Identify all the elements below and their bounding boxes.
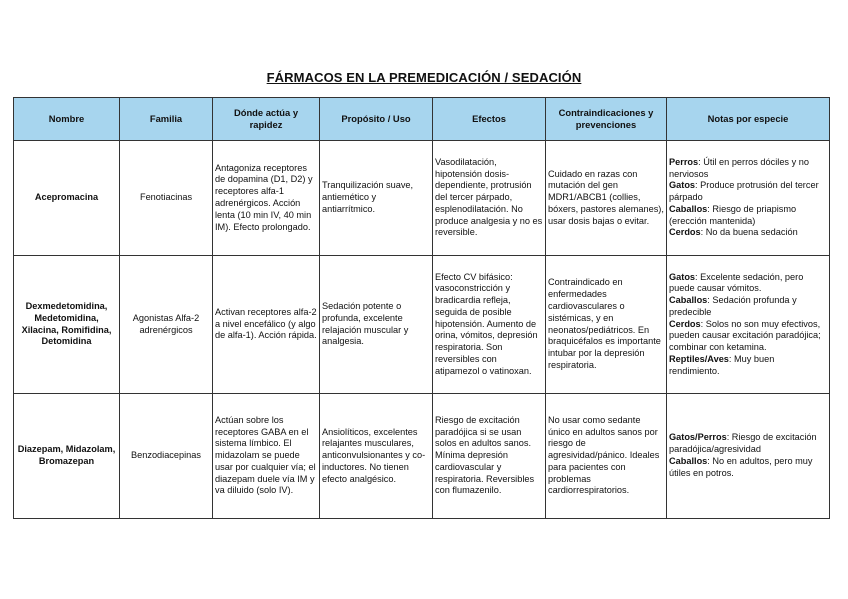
drug-purpose: Ansiolíticos, excelentes relajantes musculares, anticonvulsionantes y co-inductores. No tienen efecto analgésico. <box>320 394 433 519</box>
species-text: : Útil en perros dóciles y no nerviosos <box>669 156 809 179</box>
table-row <box>14 256 830 394</box>
species-text: : Muy buen rendimiento. <box>669 353 775 376</box>
species-label: Cerdos <box>669 227 701 238</box>
species-text: : No da buena sedación <box>700 227 798 238</box>
species-note <box>669 295 827 319</box>
species-note <box>669 456 827 480</box>
drug-name: Acepromacina <box>14 141 120 256</box>
species-notes <box>667 141 830 256</box>
species-label: Cerdos <box>669 318 701 329</box>
header-contraindications: Contraindicaciones y prevenciones <box>546 98 667 141</box>
species-note <box>669 354 827 378</box>
species-label: Gatos/Perros <box>669 432 727 443</box>
header-action: Dónde actúa y rapidez <box>213 98 320 141</box>
drug-contraindications: No usar como sedante único en adultos sanos por riesgo de agresividad/pánico. Ideales para pacientes con problemas cardiorrespiratorios. <box>546 394 667 519</box>
species-text: : Solos no son muy efectivos, pueden causar excitación paradójica; combinar con ketamina. <box>669 318 821 353</box>
header-name: Nombre <box>14 98 120 141</box>
drug-action: Activan receptores alfa-2 a nivel encefálico (y algo de alfa-1). Acción rápida. <box>213 256 320 394</box>
species-label: Caballos <box>669 456 708 466</box>
drug-table <box>13 97 830 519</box>
drug-name: Dexmedetomidina, Medetomidina, Xilacina, Romifidina, Detomidina <box>14 256 120 394</box>
species-label: Perros <box>669 156 699 167</box>
species-note <box>669 227 827 239</box>
species-text: : Riesgo de excitación paradójica/agresividad <box>669 432 817 455</box>
species-text: : No en adultos, pero muy útiles en potros. <box>669 456 813 478</box>
species-notes <box>667 256 830 394</box>
drug-action: Antagoniza receptores de dopamina (D1, D2) y receptores alfa-1 adrenérgicos. Acción lenta (10 min IV, 40 min IM). Efecto prolongado. <box>213 141 320 256</box>
drug-effects: Vasodilatación, hipotensión dosis-dependiente, protrusión del tercer párpado, esplenodilatación. No produce analgesia y no es reversible. <box>433 141 546 256</box>
species-label: Gatos <box>669 180 696 191</box>
species-note <box>669 272 827 296</box>
drug-family: Benzodiacepinas <box>120 394 213 519</box>
drug-purpose: Tranquilización suave, antiemético y antiarrítmico. <box>320 141 433 256</box>
species-text: : Sedación profunda y predecible <box>669 295 797 317</box>
drug-purpose: Sedación potente o profunda, excelente relajación muscular y analgesia. <box>320 256 433 394</box>
species-note <box>669 157 827 181</box>
drug-name: Diazepam, Midazolam, Bromazepan <box>14 394 120 519</box>
species-label: Gatos <box>669 271 696 282</box>
drug-family: Fenotiacinas <box>120 141 213 256</box>
table-row <box>14 141 830 256</box>
header-purpose: Propósito / Uso <box>320 98 433 141</box>
species-text: : Riesgo de priapismo (erección mantenida) <box>669 203 797 226</box>
species-text: : Excelente sedación, pero puede causar vómitos. <box>669 271 804 294</box>
drug-effects: Efecto CV bifásico: vasoconstricción y bradicardia refleja, seguida de posible hipotensión. Aumento de orina, vómitos, depresión respiratoria. Son reversibles con atipamezol o vatinoxan. <box>433 256 546 394</box>
drug-action: Actúan sobre los receptores GABA en el sistema límbico. El midazolam se puede usar por cualquier vía; el diazepam duele vía IM y va diluido (solo IV). <box>213 394 320 519</box>
header-family: Familia <box>120 98 213 141</box>
species-text: : Produce protrusión del tercer párpado <box>669 180 819 203</box>
table-row <box>14 394 830 519</box>
header-species-notes: Notas por especie <box>667 98 830 141</box>
species-label: Reptiles/Aves <box>669 353 729 364</box>
header-effects: Efectos <box>433 98 546 141</box>
species-note <box>669 180 827 204</box>
drug-contraindications: Cuidado en razas con mutación del gen MDR1/ABCB1 (collies, bóxers, pastores alemanes), usar dosis bajas o evitar. <box>546 141 667 256</box>
species-notes <box>667 394 830 519</box>
species-note <box>669 204 827 228</box>
species-label: Caballos <box>669 295 708 306</box>
drug-contraindications: Contraindicado en enfermedades cardiovasculares o sistémicas, y en neonatos/pediátricos. En braquicéfalos es importante intubar por la depresión respiratoria. <box>546 256 667 394</box>
header-row <box>14 98 830 141</box>
page-title: FÁRMACOS EN LA PREMEDICACIÓN / SEDACIÓN <box>266 70 582 85</box>
drug-family: Agonistas Alfa-2 adrenérgicos <box>120 256 213 394</box>
species-note <box>669 319 827 354</box>
drug-effects: Riesgo de excitación paradójica si se usan solos en adultos sanos. Mínima depresión cardiovascular y respiratoria. Reversibles con flumazenilo. <box>433 394 546 519</box>
species-note <box>669 432 827 456</box>
species-label: Caballos <box>669 203 708 214</box>
